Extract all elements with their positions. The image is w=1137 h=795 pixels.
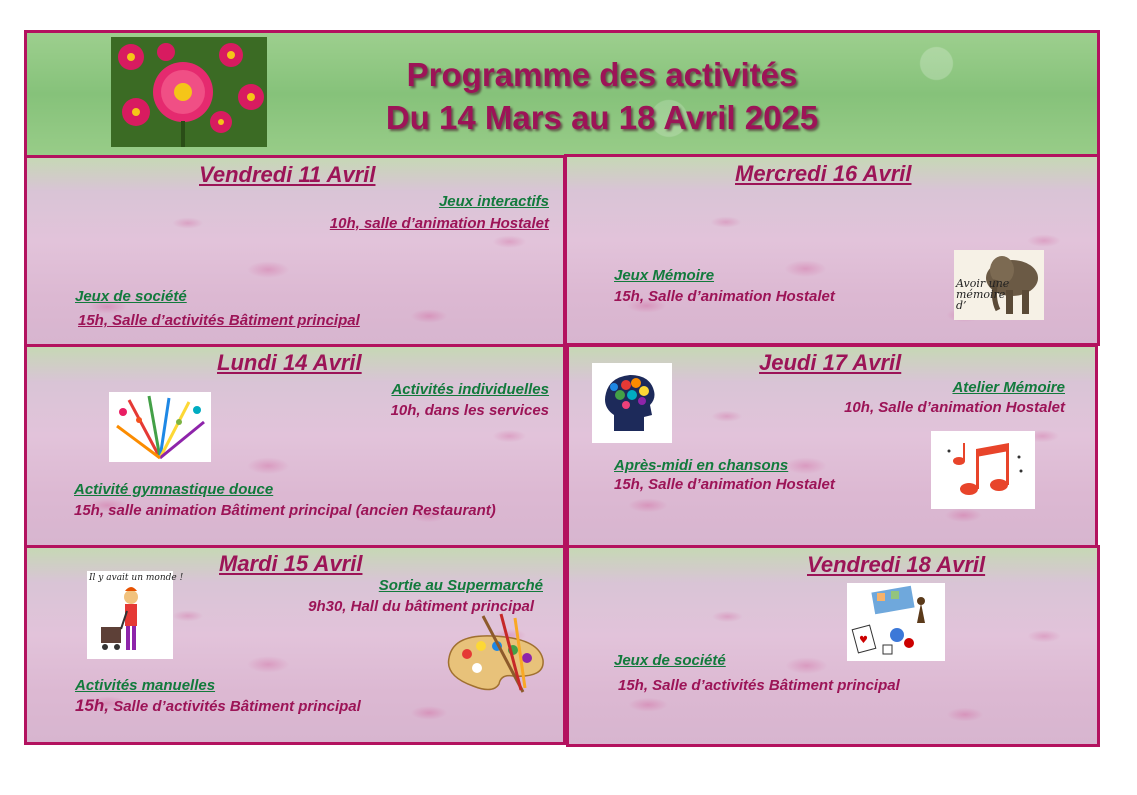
day-date: Vendredi 11 Avril — [199, 162, 376, 187]
activity-name: Activités manuelles — [75, 677, 216, 694]
art-supplies-burst-image — [109, 392, 211, 462]
day-card-vendredi-11 — [24, 155, 566, 347]
activity-time: 15h, — [75, 696, 110, 715]
elephant-image-caption: Avoir une mémoire d’ — [956, 277, 1010, 312]
activity-name: Après-midi en chansons — [614, 457, 789, 474]
activity-name: Jeux de société — [614, 652, 726, 669]
activity-details: 10h, dans les services — [390, 402, 549, 419]
activity-details: 15h, Salle d’activités Bâtiment principal — [618, 677, 900, 694]
activity-name: Activité gymnastique douce — [74, 481, 274, 498]
page-title — [67, 53, 1137, 139]
activity-name: Jeux Mémoire — [614, 267, 715, 284]
activity-details: 15h, Salle d’activités Bâtiment principal — [78, 312, 360, 329]
activity-name: Jeux interactifs — [438, 193, 549, 210]
shopping-lady-image — [87, 571, 184, 659]
activity-location: Salle d’activités Bâtiment principal — [113, 698, 361, 715]
board-games-image — [847, 583, 945, 661]
activity-details — [75, 696, 361, 716]
title-line-2: Du 14 Mars au 18 Avril 2025 — [385, 99, 819, 136]
day-date: Mercredi 16 Avril — [735, 161, 912, 186]
day-card-vendredi-18 — [566, 545, 1100, 747]
activity-name: Atelier Mémoire — [952, 379, 1065, 396]
activity-details: 10h, salle d’animation Hostalet — [329, 215, 549, 232]
brain-gears-image — [592, 363, 672, 443]
activity-name: Sortie au Supermarché — [378, 577, 543, 594]
header-banner — [24, 30, 1100, 158]
day-date: Vendredi 18 Avril — [807, 552, 986, 577]
title-line-1: Programme des activités — [406, 56, 798, 93]
day-date: Jeudi 17 Avril — [759, 350, 902, 375]
shopping-image-caption: Il y avait un monde ! — [89, 573, 184, 583]
day-card-mercredi-16 — [564, 154, 1100, 346]
activity-details: 15h, salle animation Bâtiment principal (ancien Restaurant) — [74, 502, 496, 519]
activity-details: 15h, Salle d’animation Hostalet — [614, 288, 835, 305]
day-date: Mardi 15 Avril — [219, 551, 363, 576]
elephant-memory-image — [954, 250, 1044, 320]
day-card-mardi-15 — [24, 545, 566, 745]
day-date: Lundi 14 Avril — [217, 350, 362, 375]
activity-details: 10h, Salle d’animation Hostalet — [844, 399, 1065, 416]
svg-text:♥: ♥ — [859, 635, 868, 646]
activity-details: 15h, Salle d’animation Hostalet — [614, 476, 835, 493]
activity-name: Activités individuelles — [391, 381, 549, 398]
activity-name: Jeux de société — [75, 288, 187, 305]
activity-details: 9h30, Hall du bâtiment principal — [308, 598, 534, 615]
paint-palette-image — [443, 614, 547, 694]
music-notes-image — [931, 431, 1035, 509]
day-card-jeudi-17 — [566, 344, 1098, 548]
day-card-lundi-14 — [24, 344, 566, 548]
